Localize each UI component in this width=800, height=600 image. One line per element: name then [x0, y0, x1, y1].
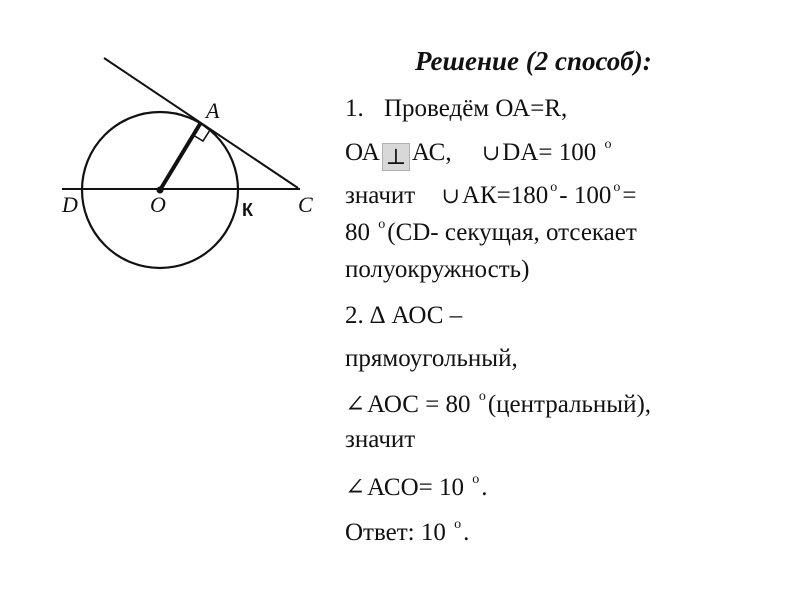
geometry-figure	[0, 0, 330, 300]
arc-result-value: 80	[345, 219, 370, 246]
angle-aoc-value: АОС = 80	[367, 391, 471, 418]
semicircle-line: полуокружность)	[345, 256, 530, 283]
minus-value: - 100	[559, 182, 612, 209]
step-1-number: 1.	[345, 95, 364, 122]
arc-result-line	[345, 217, 637, 246]
label-k: К	[242, 200, 253, 220]
arc-icon: ∪	[441, 183, 460, 208]
answer-value: Ответ: 10	[345, 519, 446, 546]
segment-ac: АС,	[411, 139, 452, 166]
period: .	[481, 474, 488, 501]
therefore-line: значит	[345, 426, 416, 453]
degree-sign: о	[478, 389, 486, 404]
degree-sign: о	[472, 472, 480, 487]
step-2-line: 2. ∆ АОС –	[345, 302, 463, 329]
arc-ak-value: АК=180	[461, 182, 549, 209]
tangent-line	[104, 58, 298, 188]
step-1-line	[345, 96, 567, 121]
angle-aco-line	[345, 472, 488, 501]
degree-sign: о	[550, 180, 558, 195]
therefore-text: значит	[345, 182, 416, 209]
angle-aoc-line	[345, 389, 652, 418]
step-1-text: Проведём ОА=R,	[384, 95, 568, 122]
label-o: O	[150, 192, 166, 217]
angle-icon: ∠	[345, 392, 366, 418]
degree-sign: о	[454, 517, 462, 532]
degree-sign: о	[378, 217, 386, 232]
angle-icon: ∠	[345, 475, 366, 501]
arc-da-value: DA= 100	[502, 139, 597, 166]
arc-ak-line	[345, 180, 637, 209]
angle-aco-value: АСО= 10	[367, 474, 464, 501]
right-triangle-line: прямоугольный,	[345, 345, 518, 372]
label-a: A	[206, 98, 220, 123]
solution-title: Решение (2 способ):	[415, 46, 652, 76]
central-note: (центральный),	[487, 391, 652, 418]
label-c: C	[298, 192, 313, 217]
perpendicular-line	[345, 137, 614, 171]
equals-sign: =	[622, 182, 637, 209]
radius-oa	[160, 124, 200, 190]
degree-sign: о	[613, 180, 621, 195]
label-d: D	[62, 192, 78, 217]
arc-icon: ∪	[481, 140, 501, 165]
answer-line	[345, 517, 470, 546]
period: .	[463, 519, 470, 546]
segment-oa: ОА	[345, 139, 380, 166]
perpendicular-icon: ⊥	[382, 143, 410, 171]
secant-note: (CD- секущая, отсекает	[387, 219, 637, 246]
degree-sign: о	[604, 137, 612, 152]
